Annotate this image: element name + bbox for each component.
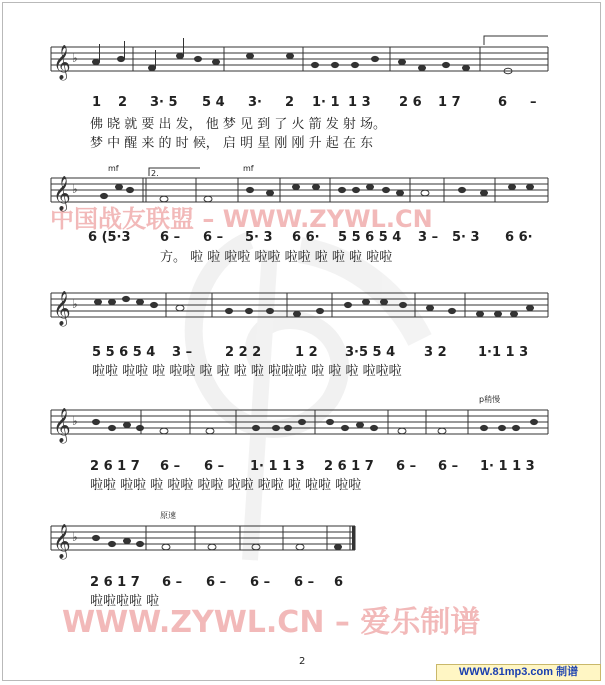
system-5-lyrics (90, 593, 159, 609)
svg-text:6 –: 6 – (203, 230, 224, 245)
svg-text:5· 3: 5· 3 (452, 230, 480, 245)
svg-text:啦啦啦啦 啦: 啦啦啦啦 啦 (90, 594, 160, 609)
svg-text:6 –: 6 – (160, 459, 181, 474)
svg-text:3·: 3· (248, 95, 262, 110)
system-2-lyrics (160, 249, 392, 265)
page-number: 2 (299, 656, 306, 667)
svg-text:3 –: 3 – (418, 230, 439, 245)
svg-text:2 6 1 7: 2 6 1 7 (90, 459, 140, 474)
svg-text:6 (5·3: 6 (5·3 (88, 230, 131, 245)
svg-text:♭: ♭ (72, 414, 78, 428)
system-4-clef (53, 408, 78, 444)
svg-text:–: – (530, 95, 537, 110)
svg-text:𝄞: 𝄞 (53, 45, 71, 80)
svg-text:♭: ♭ (72, 51, 78, 65)
svg-text:啦啦 啦啦 啦 啦啦 啦啦 啦啦 啦啦 啦 啦啦 啦啦: 啦啦 啦啦 啦 啦啦 啦啦 啦啦 啦啦 啦 啦啦 啦啦 (90, 478, 362, 493)
svg-text:6: 6 (498, 95, 508, 110)
system-4-jianpu (90, 459, 535, 474)
system-5-jianpu (90, 575, 343, 590)
svg-text:6 –: 6 – (250, 575, 271, 590)
watermark-top: 中国战友联盟 – WWW.ZYWL.CN (50, 205, 433, 233)
svg-text:1· 1 1 3: 1· 1 1 3 (480, 459, 535, 474)
system-2-notes (101, 184, 534, 201)
system-1-notes (93, 38, 513, 74)
svg-text:1 7: 1 7 (438, 95, 461, 110)
svg-text:6: 6 (334, 575, 344, 590)
system-4-lyrics (90, 477, 361, 493)
system-1-lyrics (90, 116, 386, 151)
svg-text:2 6 1 7: 2 6 1 7 (90, 575, 140, 590)
watermark-clef (194, 240, 420, 560)
svg-text:♭: ♭ (72, 530, 78, 544)
system-1-clef (53, 45, 78, 81)
system-3-clef (53, 291, 78, 327)
system-2 (51, 168, 548, 202)
rit-mark: p稍慢 (479, 395, 501, 404)
svg-text:2 6 1 7: 2 6 1 7 (324, 459, 374, 474)
svg-text:6 –: 6 – (294, 575, 315, 590)
svg-text:3·5 5 4: 3·5 5 4 (345, 345, 396, 360)
svg-text:3· 5: 3· 5 (150, 95, 178, 110)
svg-text:♭: ♭ (72, 182, 78, 196)
system-3-jianpu (92, 345, 528, 360)
svg-text:方。 啦 啦 啦啦 啦啦 啦啦 啦 啦 啦 啦啦: 方。 啦 啦 啦啦 啦啦 啦啦 啦 啦 啦 啦啦 (160, 250, 393, 265)
svg-text:1 3: 1 3 (348, 95, 371, 110)
tempo-mark: 原速 (160, 511, 176, 520)
svg-text:6 –: 6 – (160, 230, 181, 245)
svg-text:1: 1 (92, 95, 102, 110)
svg-text:6 –: 6 – (206, 575, 227, 590)
system-1-jianpu (92, 95, 537, 110)
dynamic-mark-2: mf (243, 164, 254, 173)
svg-text:5 4: 5 4 (202, 95, 225, 110)
svg-text:♭: ♭ (72, 297, 78, 311)
svg-text:6 –: 6 – (438, 459, 459, 474)
svg-text:2 6: 2 6 (399, 95, 422, 110)
svg-text:6 6·: 6 6· (292, 230, 320, 245)
watermark-bottom: WWW.ZYWL.CN – 爱乐制谱 (62, 605, 481, 640)
site-brand: WWW.81mp3.com 制谱 (436, 664, 601, 681)
svg-text:3 –: 3 – (172, 345, 193, 360)
svg-text:1· 1 1 3: 1· 1 1 3 (250, 459, 305, 474)
svg-text:5 5 6 5 4: 5 5 6 5 4 (338, 230, 402, 245)
svg-text:𝄞: 𝄞 (53, 524, 71, 559)
svg-text:𝄞: 𝄞 (53, 176, 71, 211)
volta-label: 2. (151, 169, 159, 178)
system-1 (51, 36, 548, 71)
svg-text:佛 晓 就 要 出 发， 他 梦 见 到 了 火 箭 发 射: 佛 晓 就 要 出 发， 他 梦 见 到 了 火 箭 发 射 场。 (90, 117, 386, 132)
svg-text:1·1 1 3: 1·1 1 3 (478, 345, 529, 360)
svg-text:梦 中 醒 来 的 时 候， 启 明 星 刚 刚 升 起 在: 梦 中 醒 来 的 时 候， 启 明 星 刚 刚 升 起 在 东 (90, 136, 373, 151)
svg-text:啦啦 啦啦 啦 啦啦 啦 啦 啦 啦 啦啦啦 啦 啦 啦 啦: 啦啦 啦啦 啦 啦啦 啦 啦 啦 啦 啦啦啦 啦 啦 啦 啦啦啦 (92, 364, 402, 379)
svg-text:𝄞: 𝄞 (53, 291, 71, 326)
svg-text:6 –: 6 – (162, 575, 183, 590)
svg-text:2: 2 (285, 95, 295, 110)
svg-text:5· 3: 5· 3 (245, 230, 273, 245)
svg-text:3 2: 3 2 (424, 345, 447, 360)
svg-text:6 6·: 6 6· (505, 230, 533, 245)
svg-text:6 –: 6 – (204, 459, 225, 474)
svg-text:1 2: 1 2 (295, 345, 318, 360)
system-5-clef (53, 524, 78, 560)
dynamic-mark: mf (108, 164, 119, 173)
system-3-lyrics (92, 363, 402, 379)
svg-text:2: 2 (118, 95, 128, 110)
final-barline (352, 526, 356, 550)
svg-text:5 5 6 5 4: 5 5 6 5 4 (92, 345, 156, 360)
svg-text:2 2 2: 2 2 2 (225, 345, 262, 360)
svg-text:1· 1: 1· 1 (312, 95, 340, 110)
svg-text:6 –: 6 – (396, 459, 417, 474)
svg-text:𝄞: 𝄞 (53, 408, 71, 443)
